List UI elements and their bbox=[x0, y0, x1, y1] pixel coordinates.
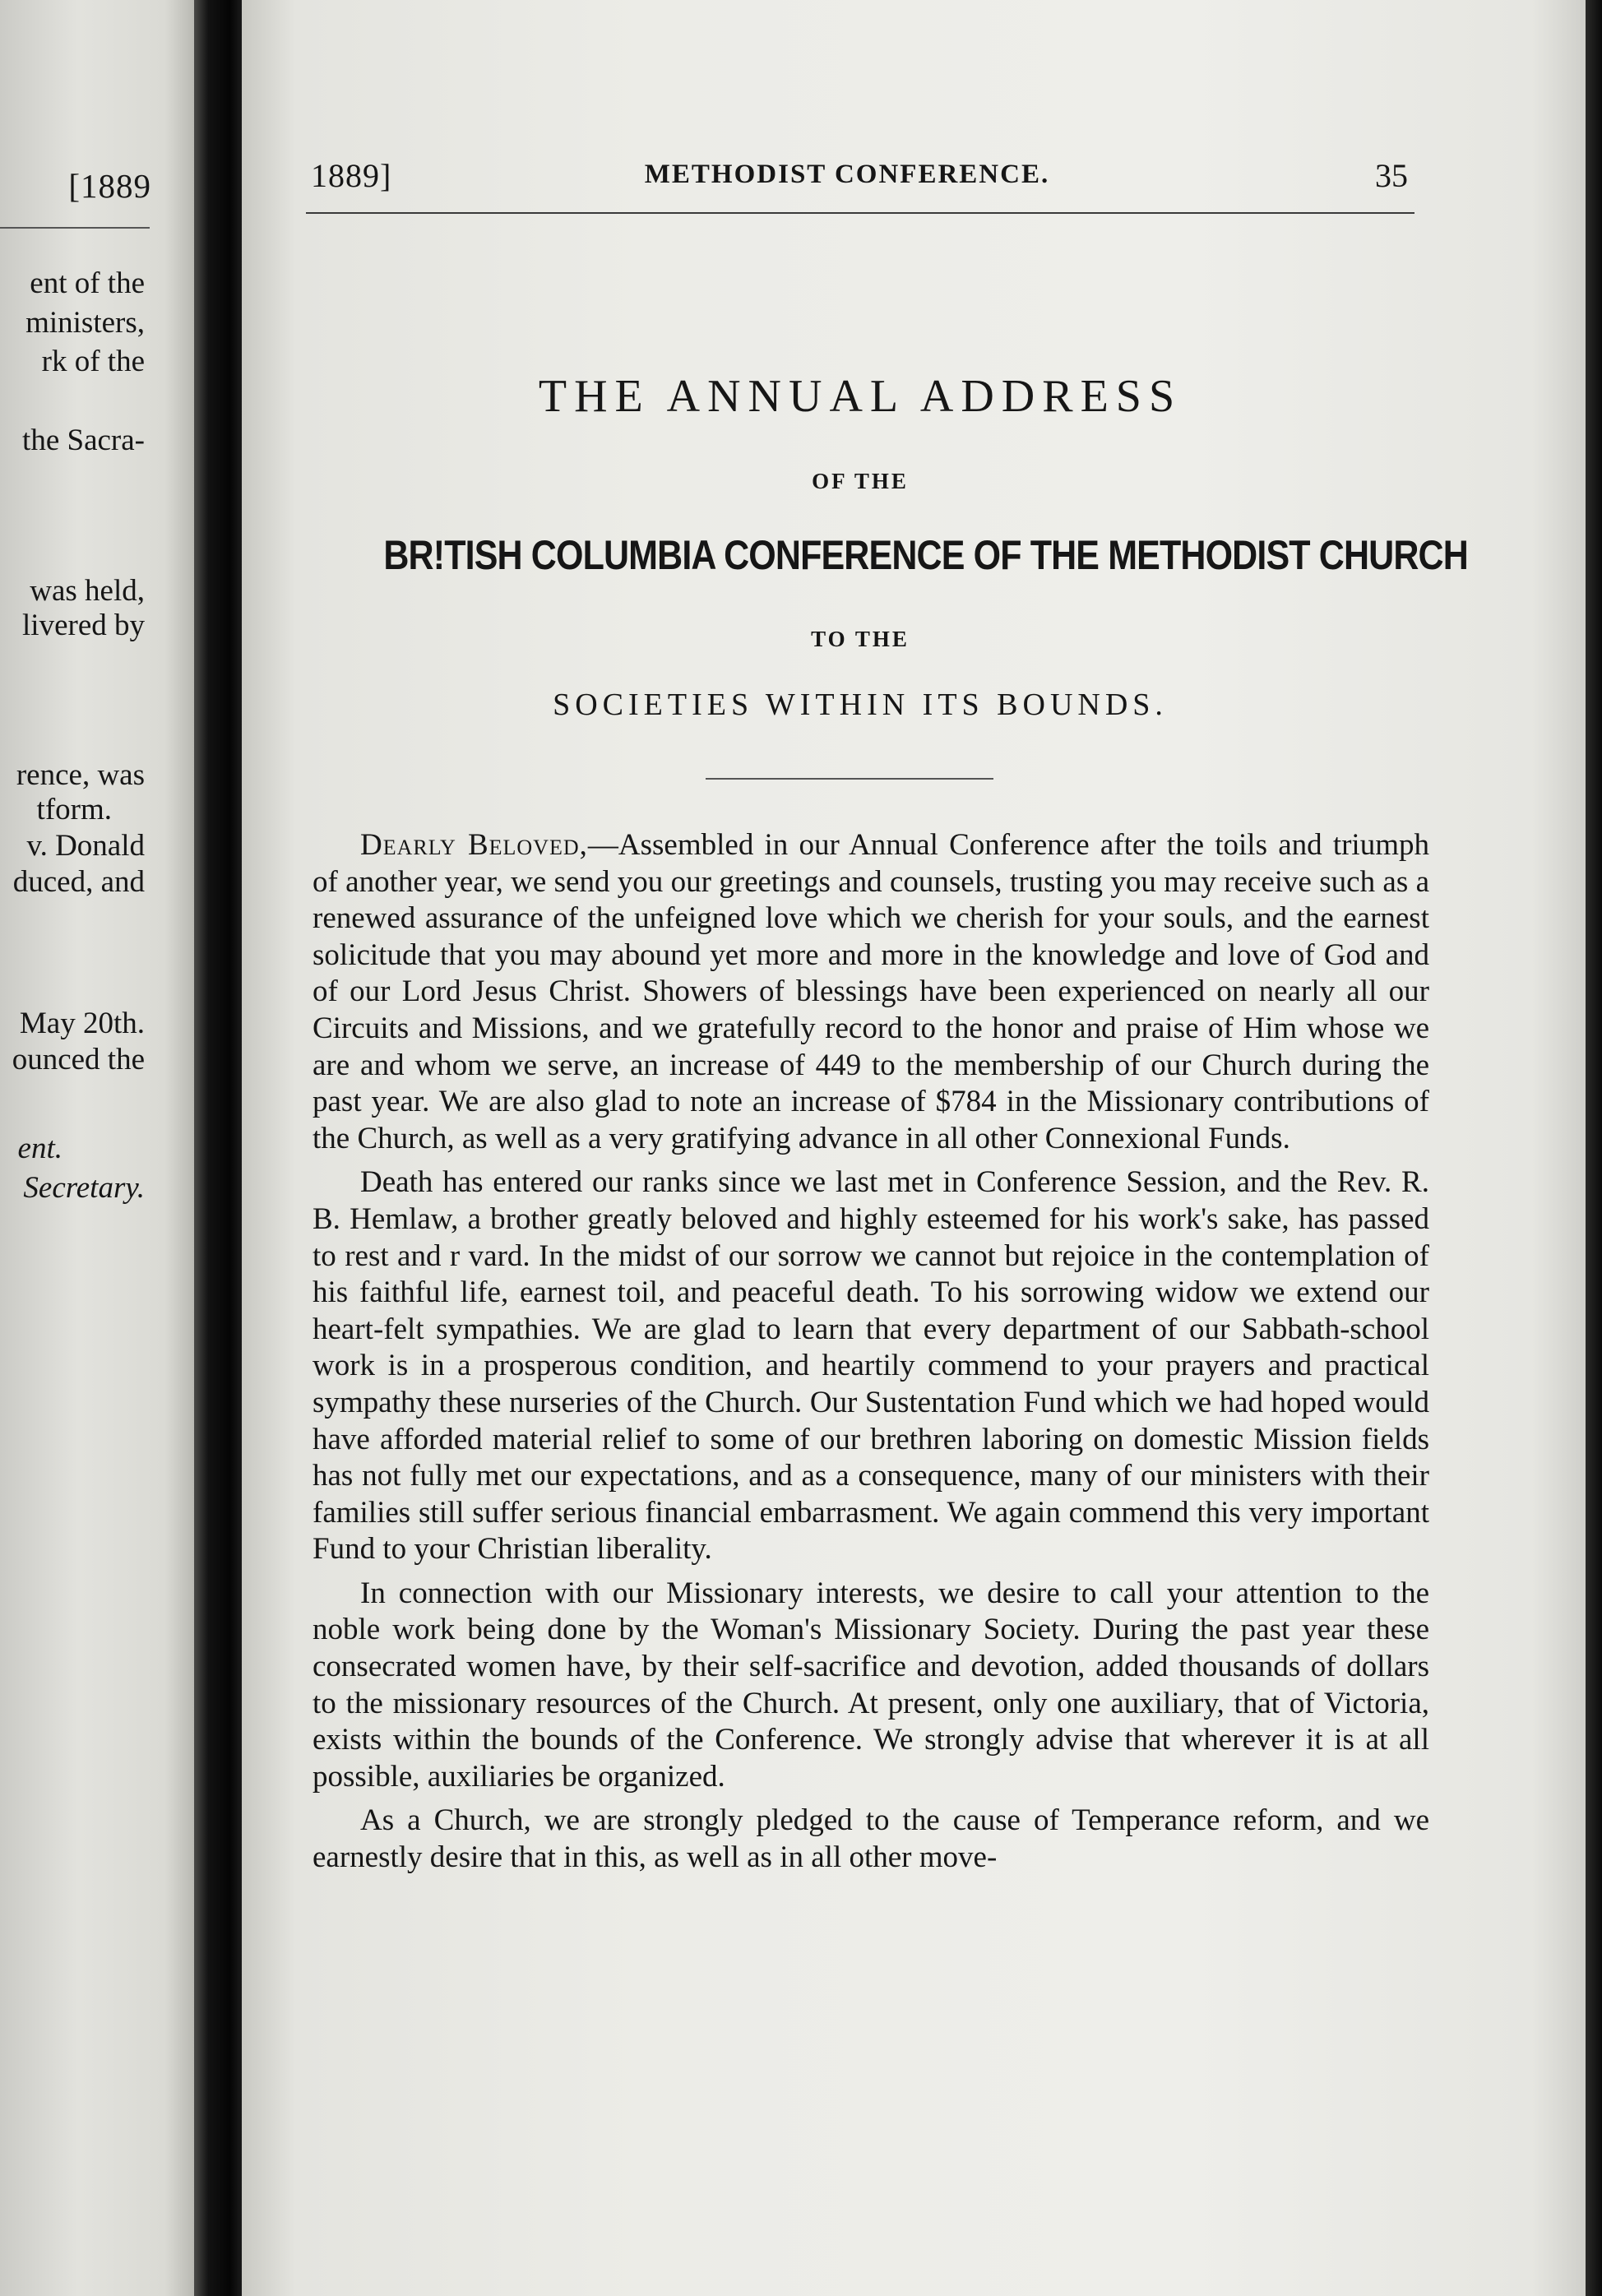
subtitle-to-the: TO THE bbox=[811, 627, 910, 651]
book-gutter bbox=[194, 0, 242, 2296]
societies-line: SOCIETIES WITHIN ITS BOUNDS. bbox=[553, 687, 1168, 722]
right-page-edge bbox=[1586, 0, 1602, 2296]
left-fragment: v. Donald bbox=[26, 829, 145, 863]
left-fragment: was held, bbox=[30, 574, 145, 608]
left-fragment: rk of the bbox=[41, 345, 145, 378]
left-fragment: May 20th. bbox=[19, 1007, 145, 1040]
left-fragment: ent. bbox=[17, 1132, 63, 1165]
paragraph-text: —Assembled in our Annual Conference after the toils and triumph of another year, we send you our greetings and counsels, trusting you may receive such as a renewed assurance of the unfeigned love which we cherish for your souls, and the earnest solicitude that you may abound yet more and more in the knowledge and love of God and of our Lord Jesus Christ. Showers of blessings have been experienced on nearly all our Circuits and Missions, and we gratefully record to the honor and praise of Him whose we are and whom we serve, an increase of 449 to the membership of our Church during the past year. We are also glad to note an increase of $784 in the Missionary contributions of the Church, as well as a very gratifying advance in all other Connexional Funds. bbox=[313, 828, 1429, 1155]
running-title: METHODIST CONFERENCE. bbox=[644, 160, 1050, 189]
left-fragment: rence, was bbox=[16, 758, 145, 792]
header-title-container bbox=[625, 0, 1069, 214]
left-fragment: Secretary. bbox=[23, 1171, 145, 1205]
left-fragment: ent of the bbox=[30, 266, 145, 300]
subtitle-of-the: OF THE bbox=[812, 469, 909, 493]
left-page-edge bbox=[0, 0, 194, 2296]
left-header-rule bbox=[0, 227, 150, 229]
left-page-year: [1889 bbox=[68, 167, 151, 205]
paragraph bbox=[313, 827, 1429, 1157]
header-rule bbox=[306, 212, 1414, 214]
left-fragment: the Sacra- bbox=[22, 424, 145, 457]
left-fragment: livered by bbox=[22, 609, 145, 642]
paragraph: As a Church, we are strongly pledged to the cause of Temperance reform, and we earnestly desire that in this, as well as in all other move- bbox=[313, 1803, 1429, 1875]
paragraph: In connection with our Missionary interests, we desire to call your attention to the noble work being done by the Woman's Missionary Society. During the past year these consecrated women have, by their self-sacrifice and devotion, added thousands of dollars to the missionary resources of the Church. At present, only one auxiliary, that of Victoria, exists within the bounds of the Conference. We strongly advise that wherever it is at all possible, auxiliaries be organized. bbox=[313, 1576, 1429, 1794]
main-title: THE ANNUAL ADDRESS bbox=[538, 371, 1183, 422]
title-rule bbox=[706, 778, 993, 780]
left-fragment: ministers, bbox=[25, 306, 145, 340]
conference-name: BR!TISH COLUMBIA CONFERENCE OF THE METHODIST CHURCH bbox=[383, 532, 1468, 578]
left-fragment: duced, and bbox=[12, 865, 145, 899]
header-year: 1889] bbox=[311, 157, 392, 194]
address-body bbox=[313, 827, 1429, 1877]
left-fragment: tform. bbox=[36, 793, 112, 826]
left-fragment: ounced the bbox=[12, 1043, 145, 1076]
paragraph: Death has entered our ranks since we last met in Conference Session, and the Rev. R. B. Hemlaw, a brother greatly beloved and highly esteemed for his work's sake, has passed to rest and r vard. In the midst of our sorrow we cannot but rejoice in the contemplation of his faithful life, earnest toil, and peaceful death. To his sorrowing widow we extend our heart-felt sympathies. We are glad to learn that every department of our Sabbath-school work is in a prosperous condition, and heartily commend to your prayers and practical sympathy these nurseries of the Church. Our Sustentation Fund which we had hoped would have afforded material relief to some of our brethren laboring on domestic Mission fields has not fully met our expectations, and as a consequence, many of our ministers with their families still suffer serious financial embarrasment. We again commend this very important Fund to your Christian liberality. bbox=[313, 1165, 1429, 1567]
salutation: Dearly Beloved, bbox=[360, 828, 588, 862]
page-number: 35 bbox=[1375, 157, 1408, 194]
